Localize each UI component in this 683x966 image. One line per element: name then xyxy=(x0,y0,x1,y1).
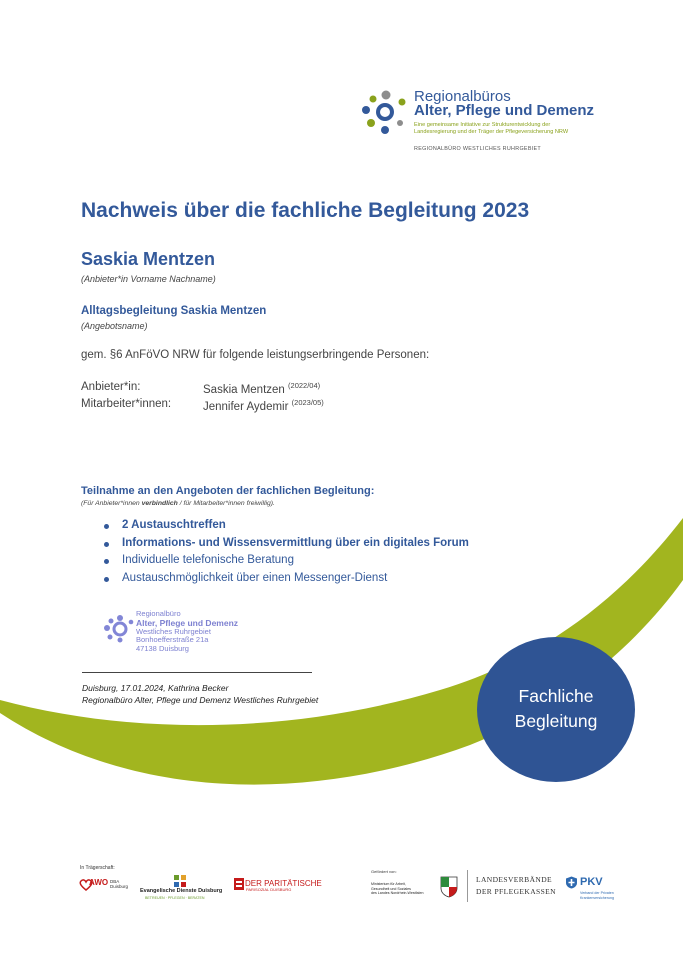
traeger-label: In Trägerschaft: xyxy=(80,865,115,871)
pkv-logo: PKV xyxy=(580,876,603,888)
offer-caption: (Angebotsname) xyxy=(81,321,148,331)
stamp-logo-icon xyxy=(103,612,137,644)
list-item: 2 Austauschtreffen xyxy=(104,517,469,535)
evangelische-dienste-sub: BETREUEN · PFLEGEN · BERATEN xyxy=(145,896,205,900)
pkv-icon xyxy=(565,876,578,889)
person-name-provider: Saskia Mentzen $^{(2022/04)}$ xyxy=(203,381,321,396)
logo-title: Regionalbüros xyxy=(414,88,511,105)
signature-line xyxy=(82,672,312,673)
paritaet-icon xyxy=(234,878,244,890)
offer-name: Alltagsbegleitung Saskia Mentzen xyxy=(81,305,267,317)
page-title: Nachweis über die fachliche Begleitung 2023 xyxy=(81,199,530,222)
awo-logo: AWO xyxy=(89,878,109,887)
landesverbaende-logo: LANDESVERBÄNDE DER PFLEGEKASSEN xyxy=(476,875,556,896)
logo-region: REGIONALBÜRO WESTLICHES RUHRGEBIET xyxy=(414,146,542,152)
nrw-crest-icon xyxy=(440,876,458,898)
ministry-logo: Ministerium für Arbeit, Gesundheit und Soziales des Landes Nordrhein-Westfalen xyxy=(371,882,424,895)
signature-text: Duisburg, 17.01.2024, Kathrina Becker Regionalbüro Alter, Pflege und Demenz Westliches Ruhrgebiet xyxy=(82,683,319,705)
legal-line: gem. §6 AnFöVO NRW für folgende leistungserbringende Personen: xyxy=(81,349,430,361)
provider-name: Saskia Mentzen xyxy=(81,249,216,269)
awo-logo-sub: DBA Duisburg xyxy=(110,879,129,889)
paritaet-logo: DER PARITÄTISCHE xyxy=(245,879,322,888)
list-item: Informations- und Wissensvermittlung über ein digitales Forum xyxy=(104,535,469,553)
logo-subtitle: Alter, Pflege und Demenz xyxy=(414,102,595,119)
list-item: Austauschmöglichkeit über einen Messenger-Dienst xyxy=(104,570,469,588)
evangelische-dienste-icon xyxy=(172,874,188,888)
badge-label: Fachliche Begleitung xyxy=(514,686,598,731)
person-role-employees: Mitarbeiter*innen: xyxy=(81,398,172,410)
pkv-sub: Verband der Privaten Krankenversicherung xyxy=(580,891,614,900)
paritaet-sub: PARISOZIAL DUISBURG xyxy=(246,887,292,892)
evangelische-dienste-logo: Evangelische Dienste Duisburg xyxy=(140,888,223,894)
funded-label: Gefördert von: xyxy=(371,869,397,874)
participation-note: (Für Anbieter*innen verbindlich / für Mitarbeiter*innen freiwillig). xyxy=(81,500,275,507)
footer-divider xyxy=(467,870,468,902)
person-name-employee: Jennifer Aydemir $^{(2023/05)}$ xyxy=(203,398,324,413)
logo-description: Eine gemeinsame Initiative zur Strukturentwicklung der Landesregierung und der Träger der Pflegeversicherung NRW xyxy=(414,122,569,135)
provider-caption: (Anbieter*in Vorname Nachname) xyxy=(81,274,216,284)
participation-heading: Teilnahme an den Angeboten der fachlichen Begleitung: xyxy=(81,485,375,497)
person-role-provider: Anbieter*in: xyxy=(81,381,141,393)
list-item: Individuelle telefonische Beratung xyxy=(104,552,469,570)
stamp: Regionalbüro Alter, Pflege und Demenz Westliches Ruhrgebiet Bonhoefferstraße 21a 47138 Duisburg xyxy=(136,609,239,654)
regionalbuero-logo-icon xyxy=(360,86,412,136)
participation-list xyxy=(104,517,469,587)
